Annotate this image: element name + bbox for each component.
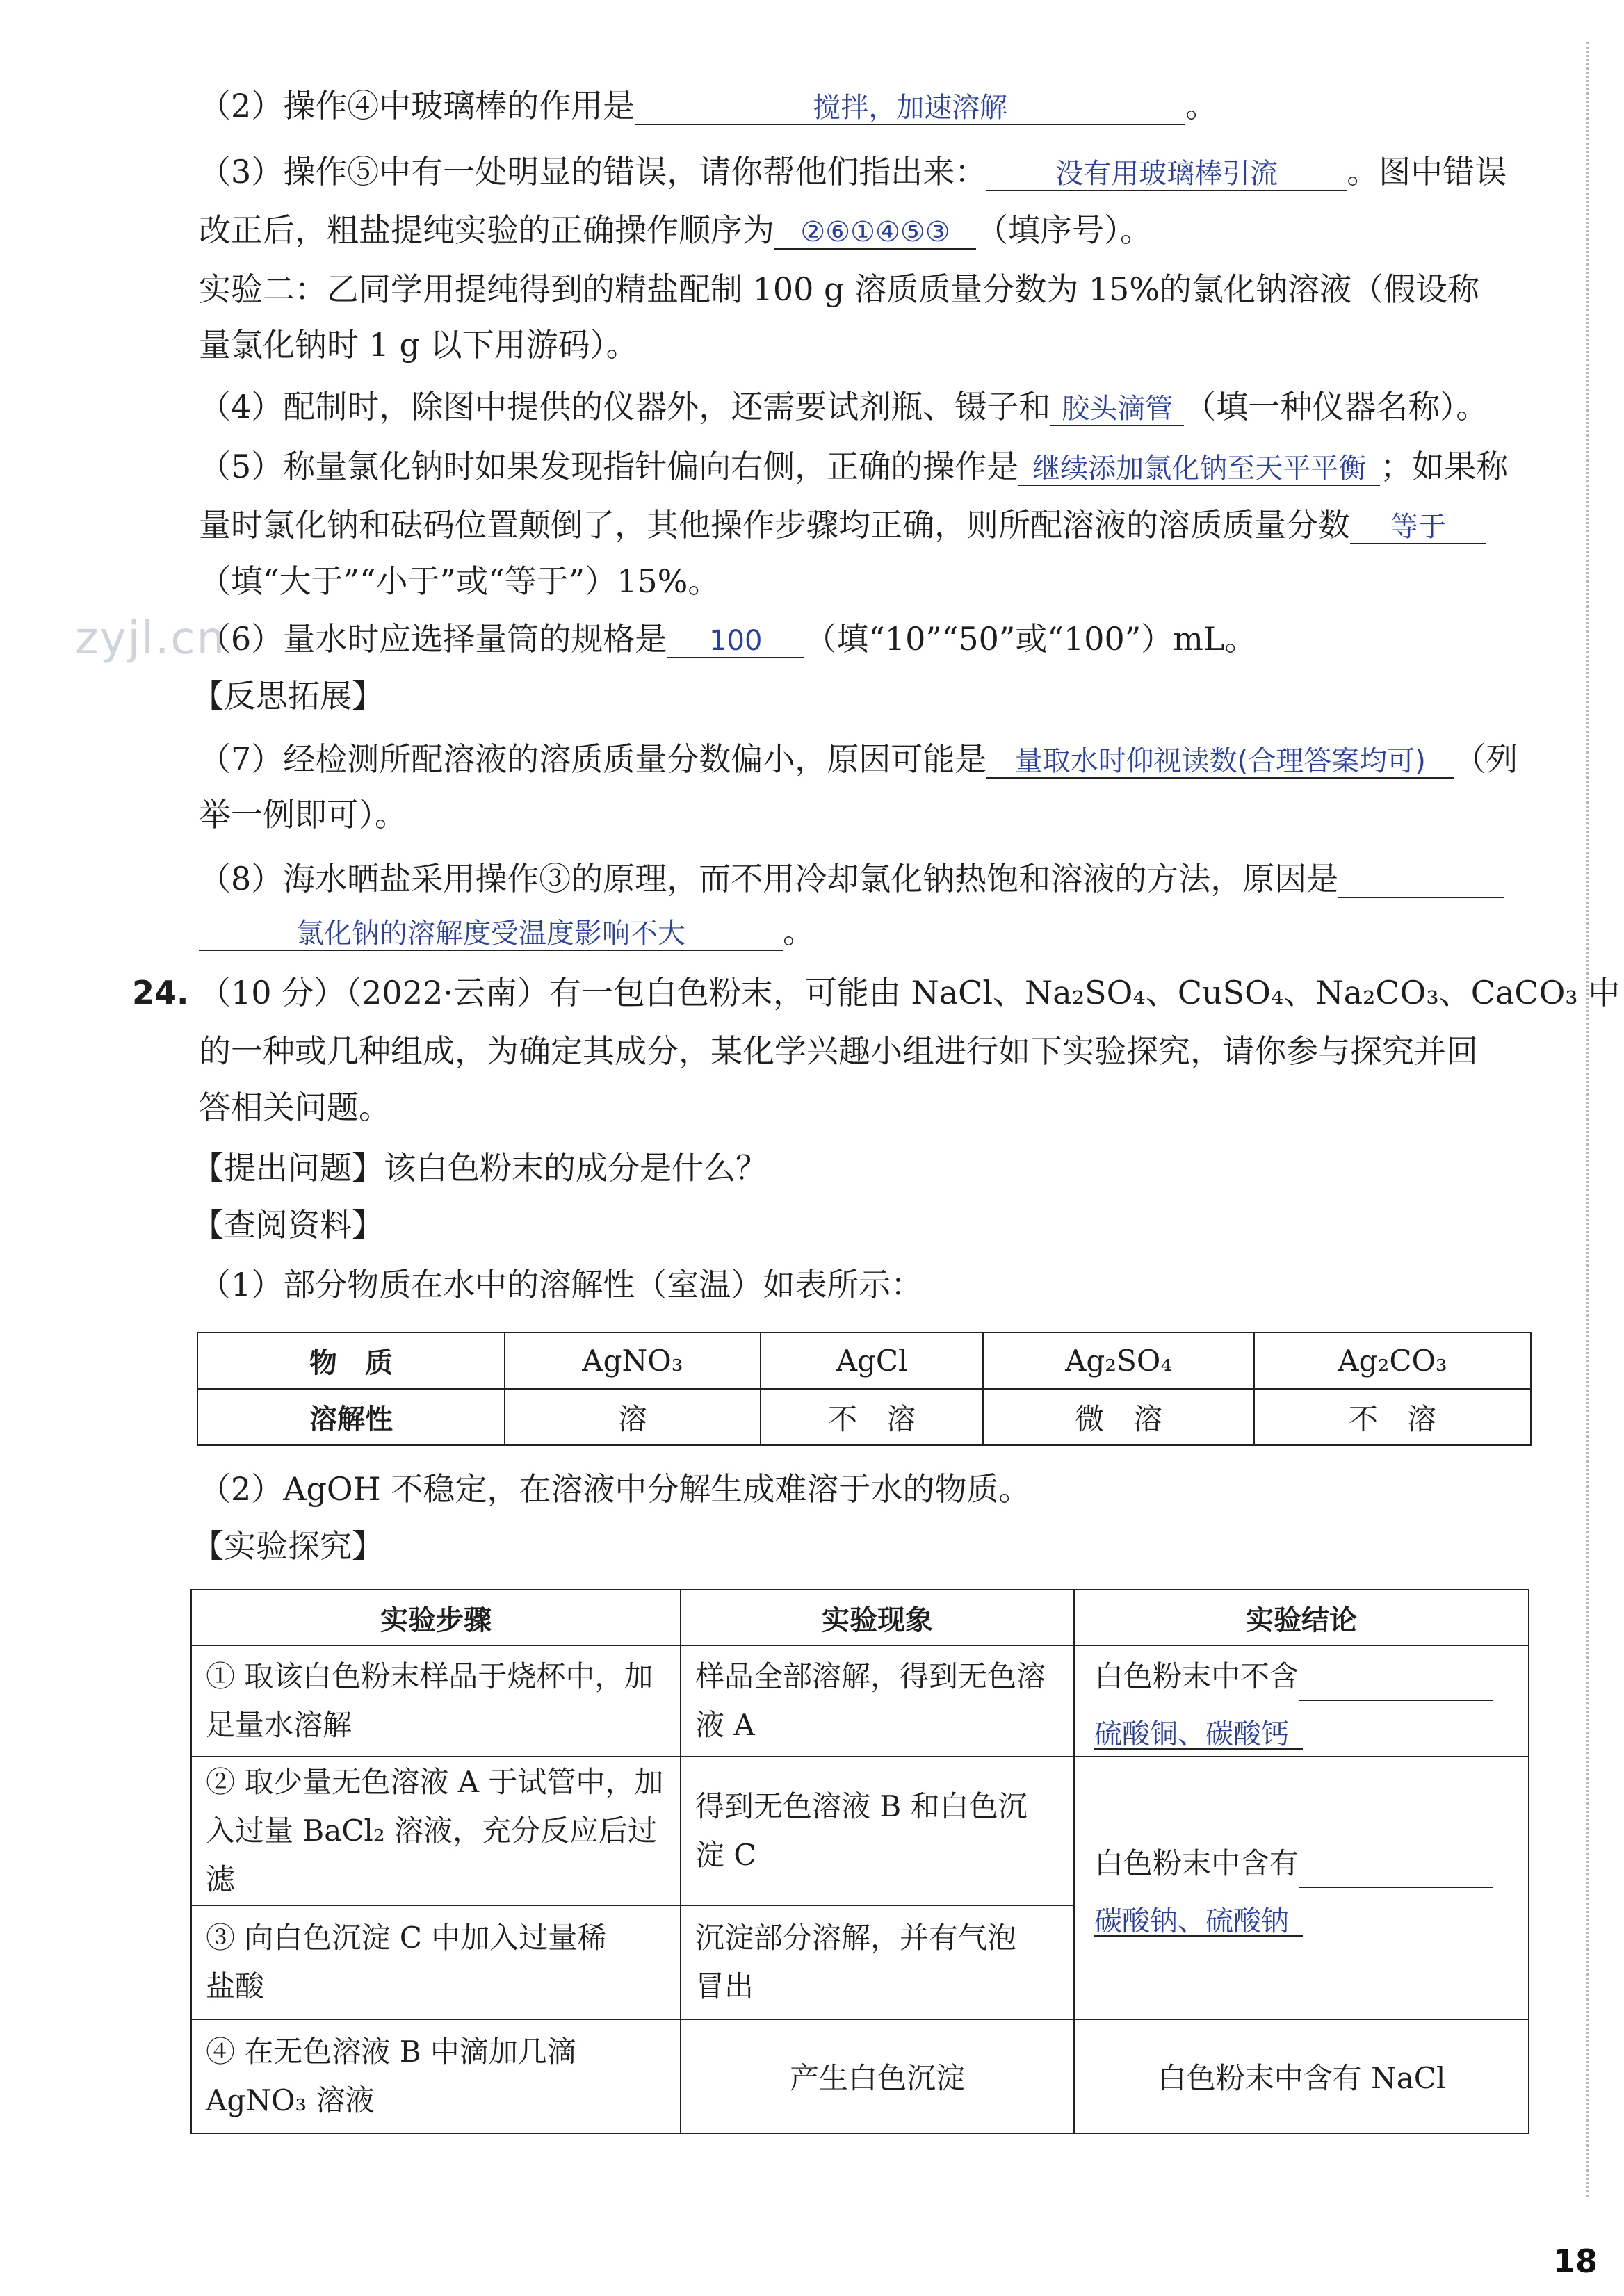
- step-2-line2: 入过量 BaCl₂ 溶液，充分反应后过滤: [206, 1814, 658, 1896]
- phenomenon-2-line2: 淀 C: [695, 1838, 756, 1872]
- answer-blank-q3: 没有用玻璃棒引流: [986, 152, 1347, 191]
- phenomenon-3: [681, 1905, 1074, 2019]
- phenomenon-1-line2: 液 A: [695, 1708, 755, 1742]
- page-number: 18: [1552, 2242, 1598, 2280]
- header-steps: 实验步骤: [191, 1590, 681, 1645]
- table-header-substance: 物 质: [197, 1333, 505, 1389]
- question-4: （4）配制时，除图中提供的仪器外，还需要试剂瓶、镊子和 胶头滴管 （填一种仪器名称）。: [199, 388, 1488, 425]
- phenomenon-4: 产生白色沉淀: [681, 2019, 1074, 2133]
- step-3: [191, 1905, 681, 2019]
- answer-blank-q8: 氯化钠的溶解度受温度影响不大: [199, 912, 783, 951]
- answer-c1: 硫酸铜、碳酸钙: [1094, 1709, 1303, 1750]
- experiment-2-line2: 量氯化钠时 1 g 以下用游码）。: [199, 326, 638, 364]
- step-4-line1: ④ 在无色溶液 B 中滴加几滴: [206, 2035, 576, 2069]
- table-row: [191, 2019, 1529, 2133]
- answer-c23: 碳酸钠、硫酸钠: [1094, 1896, 1303, 1937]
- phenomenon-2-line1: 得到无色溶液 B 和白色沉: [695, 1789, 1028, 1823]
- conclusion-1-text: 白色粉末中不含: [1094, 1659, 1299, 1693]
- section-consult-heading: 【查阅资料】: [192, 1206, 384, 1244]
- phenomenon-1-line1: 样品全部溶解，得到无色溶: [695, 1659, 1046, 1693]
- table-row: [191, 1757, 1529, 1905]
- solubility-table: [197, 1332, 1532, 1446]
- reference-2: （2）AgOH 不稳定，在溶液中分解生成难溶于水的物质。: [199, 1470, 1031, 1508]
- answer-blank-q7: 量取水时仰视读数(合理答案均可): [986, 740, 1454, 779]
- substance-cell: Ag₂SO₄: [983, 1333, 1254, 1389]
- question-24-number: 24.: [132, 974, 189, 1011]
- watermark: zyjl.cn: [75, 613, 227, 665]
- step-1-line1: ① 取该白色粉末样品于烧杯中，加: [206, 1659, 653, 1693]
- question-7-line2: 举一例即可）。: [199, 796, 407, 833]
- step-4-line2: AgNO₃ 溶液: [206, 2083, 375, 2117]
- solubility-cell: 溶: [505, 1389, 761, 1445]
- question-8-line1: （8）海水晒盐采用操作③的原理，而不用冷却氯化钠热饱和溶液的方法，原因是: [199, 859, 1504, 898]
- page-edge-dotted-line: [1586, 42, 1589, 2197]
- step-2: [191, 1757, 681, 1905]
- answer-blank-q5: 继续添加氯化钠至天平平衡: [1018, 447, 1380, 486]
- step-1: [191, 1645, 681, 1757]
- reference-1: （1）部分物质在水中的溶解性（室温）如表所示：: [199, 1266, 923, 1303]
- conclusion-4: 白色粉末中含有 NaCl: [1074, 2019, 1529, 2133]
- substance-cell: AgNO₃: [505, 1333, 761, 1389]
- question-5-line1: （5）称量氯化钠时如果发现指针偏向右侧，正确的操作是 继续添加氯化钠至天平平衡 ；如果称: [199, 448, 1509, 485]
- phenomenon-2: [681, 1757, 1074, 1905]
- step-2-line1: ② 取少量无色溶液 A 于试管中，加: [206, 1765, 664, 1799]
- section-reflect-heading: 【反思拓展】: [192, 677, 384, 715]
- question-5-line2: 量时氯化钠和砝码位置颠倒了，其他操作步骤均正确，则所配溶液的溶质质量分数 等于: [199, 505, 1486, 544]
- header-conclusion: 实验结论: [1074, 1590, 1529, 1645]
- header-phenomena: 实验现象: [681, 1590, 1074, 1645]
- question-2: （2）操作④中玻璃棒的作用是 搅拌，加速溶解 。: [199, 87, 1218, 124]
- substance-cell: Ag₂CO₃: [1254, 1333, 1531, 1389]
- solubility-cell: 不 溶: [761, 1389, 983, 1445]
- table-row: [191, 1645, 1529, 1757]
- step-4: [191, 2019, 681, 2133]
- answer-blank-q4: 胶头滴管: [1050, 387, 1184, 426]
- answer-blank-q2: 搅拌，加速溶解: [635, 86, 1185, 125]
- conclusion-2-3: [1074, 1757, 1529, 2019]
- question-8-line2: 氯化钠的溶解度受温度影响不大 。: [199, 912, 815, 951]
- experiment-table: [190, 1589, 1529, 2134]
- question-24-line1: （10 分）（2022·云南）有一包白色粉末，可能由 NaCl、Na₂SO₄、CuSO₄、Na₂CO₃、CaCO₃ 中: [199, 974, 1621, 1011]
- step-3-line1: ③ 向白色沉淀 C 中加入过量稀: [206, 1921, 607, 1955]
- experiment-2-line1: 实验二：乙同学用提纯得到的精盐配制 100 g 溶质质量分数为 15%的氯化钠溶液（假设称: [199, 270, 1479, 308]
- answer-blank-q8-start: [1338, 859, 1504, 898]
- question-6: （6）量水时应选择量筒的规格是 100 （填“10”“50”或“100”）mL。: [199, 620, 1257, 658]
- solubility-cell: 不 溶: [1254, 1389, 1531, 1445]
- question-3-line1: （3）操作⑤中有一处明显的错误，请你帮他们指出来： 没有用玻璃棒引流 。图中错误: [199, 153, 1507, 190]
- section-explore-heading: 【实验探究】: [192, 1527, 384, 1565]
- question-24-line2: 的一种或几种组成，为确定其成分，某化学兴趣小组进行如下实验探究，请你参与探究并回: [199, 1032, 1478, 1070]
- substance-cell: AgCl: [761, 1333, 983, 1389]
- question-5-line3: （填“大于”“小于”或“等于”）15%。: [199, 562, 720, 600]
- question-3-line2: 改正后，粗盐提纯实验的正确操作顺序为 ②⑥①④⑤③ （填序号）。: [199, 211, 1152, 249]
- question-7-line1: （7）经检测所配溶液的溶质质量分数偏小，原因可能是 量取水时仰视读数(合理答案均可) （列: [199, 740, 1518, 778]
- answer-blank-q5-b: 等于: [1350, 505, 1486, 544]
- table-header-solubility: 溶解性: [197, 1389, 505, 1445]
- section-question-heading: 【提出问题】该白色粉末的成分是什么？: [192, 1149, 768, 1187]
- phenomenon-3-line1: 沉淀部分溶解，并有气泡: [695, 1921, 1017, 1955]
- phenomenon-1: [681, 1645, 1074, 1757]
- solubility-cell: 微 溶: [983, 1389, 1254, 1445]
- answer-blank-q6: 100: [667, 619, 804, 658]
- phenomenon-3-line2: 冒出: [695, 1969, 754, 2003]
- answer-blank-q3-order: ②⑥①④⑤③: [774, 211, 976, 250]
- step-1-line2: 足量水溶解: [206, 1708, 352, 1742]
- conclusion-1: [1074, 1645, 1529, 1757]
- answer-blank-c1: [1299, 1669, 1493, 1701]
- question-24-line3: 答相关问题。: [199, 1089, 391, 1126]
- answer-blank-c23: [1299, 1856, 1493, 1888]
- step-3-line2: 盐酸: [206, 1969, 265, 2003]
- conclusion-2-3-text: 白色粉末中含有: [1094, 1846, 1299, 1880]
